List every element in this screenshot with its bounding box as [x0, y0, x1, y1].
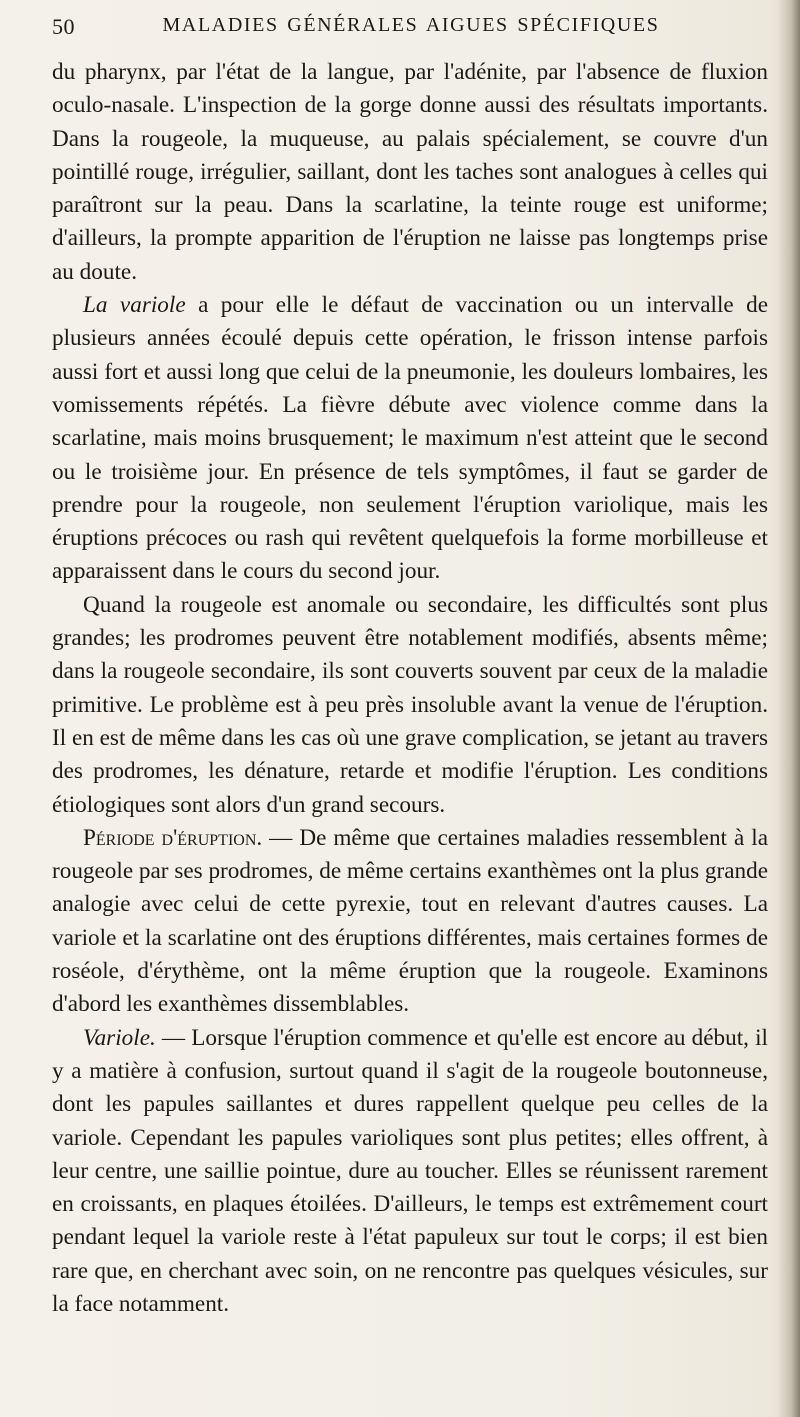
paragraph-2: [52, 289, 768, 589]
page-edge-shadow: [778, 0, 800, 1417]
paragraph-1: [52, 56, 768, 289]
body-text: [52, 56, 768, 1321]
paragraph-text: — Lorsque l'éruption commence et qu'elle est encore au début, il y a matière à confusion, surtout quand il s'agit de la rougeole boutonneuse, dont les papules saillantes et dures rappellent quelque peu celles de la variole. Cependant les papules varioliques sont plus petites; elles offrent, à leur centre, une saillie pointue, dure au toucher. Elles se réunissent rarement en croissants, en plaques étoilées. D'ailleurs, le temps est extrêmement court pendant lequel la variole reste à l'état papuleux sur tout le corps; il est bien rare que, en cherchant avec soin, on ne rencontre pas quelques vésicules, sur la face notamment.: [52, 1024, 768, 1317]
paragraph-3: [52, 589, 768, 822]
paragraph-text: Quand la rougeole est anomale ou secondaire, les difficultés sont plus grandes; les prodromes peuvent être notablement modifiés, absents même; dans la rougeole secondaire, ils sont couverts souvent par ceux de la maladie primitive. Le problème est à peu près insoluble avant la venue de l'éruption. Il en est de même dans les cas où une grave complication, se jetant au travers des prodromes, les dénature, retarde et modifie l'éruption. Les conditions étiologiques sont alors d'un grand secours.: [52, 591, 768, 818]
paragraph-4: [52, 822, 768, 1022]
paragraph-text: du pharynx, par l'état de la langue, par l'adénite, par l'absence de fluxion oculo-nasale. L'inspection de la gorge donne aussi des résultats importants. Dans la rougeole, la muqueuse, au palais spécialement, se couvre d'un pointillé rouge, irrégulier, saillant, dont les taches sont analogues à celles qui paraîtront sur la peau. Dans la scarlatine, la teinte rouge est uniforme; d'ailleurs, la prompte apparition de l'éruption ne laisse pas longtemps prise au doute.: [52, 59, 768, 285]
paragraph-text: — De même que certaines maladies ressemblent à la rougeole par ses prodromes, de même certains exanthèmes ont la plus grande analogie avec celui de cette pyrexie, tout en relevant d'autres causes. La variole et la scarlatine ont des éruptions différentes, mais certaines formes de roséole, d'érythème, ont la même éruption que la rougeole. Examinons d'abord les exanthèmes dissemblables.: [52, 824, 768, 1018]
page-header: [52, 14, 770, 50]
section-heading: Période d'éruption.: [83, 824, 263, 851]
paragraph-lead-italic: Variole.: [83, 1024, 156, 1051]
page-number: 50: [52, 14, 75, 39]
paragraph-lead-italic: La variole: [83, 292, 186, 319]
paragraph-text: a pour elle le défaut de vaccination ou un intervalle de plusieurs années écoulé depuis cette opération, le frisson intense parfois aussi fort et aussi long que celui de la pneumonie, les douleurs lombaires, les vomissements répétés. La fièvre débute avec violence comme dans la scarlatine, mais moins brusquement; le maximum n'est atteint que le second ou le troisième jour. En présence de tels symptômes, il faut se garder de prendre pour la rougeole, non seulement l'éruption variolique, mais les éruptions précoces ou rash qui revêtent quelquefois la forme morbilleuse et apparaissent dans le cours du second jour.: [52, 292, 769, 585]
running-title: MALADIES GÉNÉRALES AIGUES SPÉCIFIQUES: [162, 14, 660, 36]
paragraph-5: [52, 1022, 768, 1322]
